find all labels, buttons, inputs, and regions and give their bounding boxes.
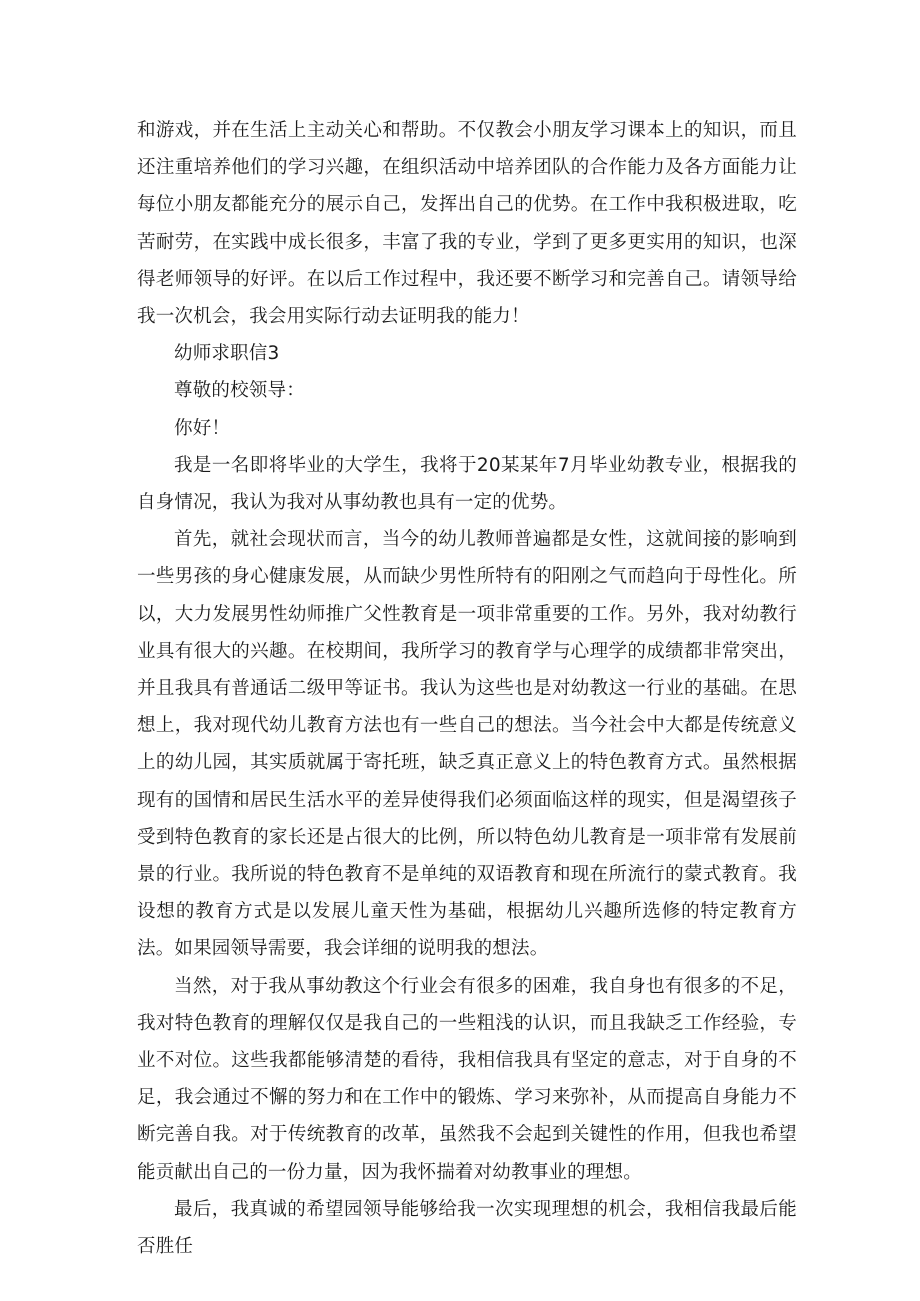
- paragraph-last: 最后，我真诚的希望园领导能够给我一次实现理想的机会，我相信我最后能否胜任: [137, 1198, 797, 1258]
- salutation: 尊敬的校领导：: [174, 380, 305, 402]
- paragraph-intro: 我是一名即将毕业的大学生，我将于20某某年7月毕业幼教专业，根据我的自身情况，我认为我对从事幼教也具有一定的优势。: [137, 454, 797, 514]
- paragraph-first: 首先，就社会现状而言，当今的幼儿教师普遍都是女性，这就间接的影响到一些男孩的身心健康发展，从而缺少男性所特有的阳刚之气而趋向于母性化。所以，大力发展男性幼师推广父性教育是一项非常重要的工作。另外，我对幼教行业具有很大的兴趣。在校期间，我所学习的教育学与心理学的成绩都非常突出，并且我具有普通话二级甲等证书。我认为这些也是对幼教这一行业的基础。在思想上，我对现代幼儿教育方法也有一些自己的想法。当今社会中大都是传统意义上的幼儿园，其实质就属于寄托班，缺乏真正意义上的特色教育方式。虽然根据现有的国情和居民生活水平的差异使得我们必须面临这样的现实，但是渴望孩子受到特色教育的家长还是占很大的比例，所以特色幼儿教育是一项非常有发展前景的行业。我所说的特色教育不是单纯的双语教育和现在所流行的蒙式教育。我设想的教育方式是以发展儿童天性为基础，根据幼儿兴趣所选修的特定教育方法。如果园领导需要，我会详细的说明我的想法。: [137, 529, 797, 960]
- paragraph-continuation: 和游戏，并在生活上主动关心和帮助。不仅教会小朋友学习课本上的知识，而且还注重培养他们的学习兴趣，在组织活动中培养团队的合作能力及各方面能力让每位小朋友都能充分的展示自己，发挥出自己的优势。在工作中我积极进取，吃苦耐劳，在实践中成长很多，丰富了我的专业，学到了更多更实用的知识，也深得老师领导的好评。在以后工作过程中，我还要不断学习和完善自己。请领导给我一次机会，我会用实际行动去证明我的能力！: [137, 120, 797, 328]
- letter-heading: 幼师求职信3: [174, 343, 280, 365]
- greeting: 你好！: [174, 417, 231, 439]
- document-body: [137, 112, 797, 1265]
- paragraph-second: 当然，对于我从事幼教这个行业会有很多的困难，我自身也有很多的不足，我对特色教育的理解仅仅是我自己的一些粗浅的认识，而且我缺乏工作经验，专业不对位。这些我都能够清楚的看待，我相信我具有坚定的意志，对于自身的不足，我会通过不懈的努力和在工作中的锻炼、学习来弥补，从而提高自身能力不断完善自我。对于传统教育的改革，虽然我不会起到关键性的作用，但我也希望能贡献出自己的一份力量，因为我怀揣着对幼教事业的理想。: [137, 975, 797, 1183]
